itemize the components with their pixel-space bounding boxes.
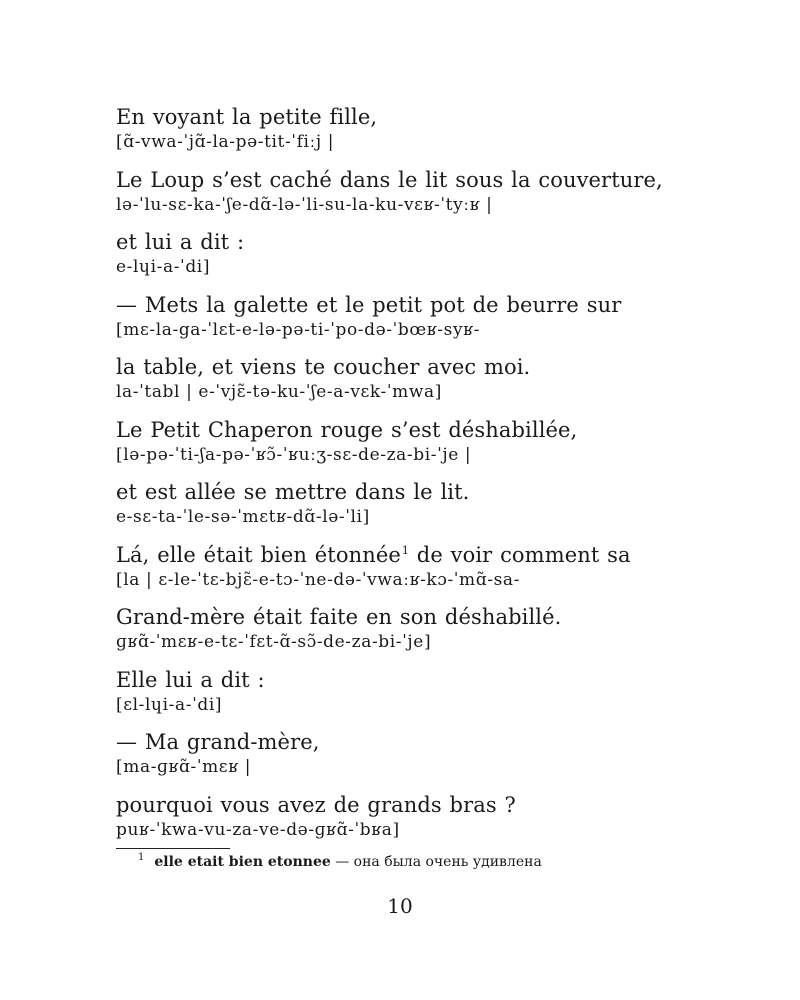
verse-block-2	[116, 165, 716, 215]
verse-block-11	[116, 727, 716, 777]
french-line: et est allée se mettre dans le lit.	[116, 480, 470, 504]
transcription-line: [ɑ̃-vwa-ˈjɑ̃-la-pə-tit-ˈfiːj |	[116, 132, 335, 152]
transcription-line: la-ˈtabl | e-ˈvjɛ̃-tə-ku-ˈʃe-a-vɛk-ˈmwa]	[116, 382, 442, 402]
footnote-term: elle etait bien etonnee	[154, 854, 331, 870]
french-line	[116, 540, 716, 570]
verse-block-6	[116, 415, 716, 465]
french-line: la table, et viens te coucher avec moi.	[116, 355, 531, 379]
verse-block-7	[116, 477, 716, 527]
verse-block-3	[116, 227, 716, 277]
transcription-line: [la | ɛ-le-ˈtɛ-bjɛ̃-e-tɔ-ˈne-də-ˈvwaːʁ-kɔ-ˈmɑ̃-sa-	[116, 569, 521, 590]
footnote	[138, 853, 542, 871]
french-line: Le Loup s’est caché dans le lit sous la couverture,	[116, 167, 663, 192]
french-line: Elle lui a dit :	[116, 667, 265, 692]
footnote-divider	[116, 848, 230, 849]
transcription-line: [ma-ɡʁɑ̃-ˈmɛʁ |	[116, 757, 252, 777]
transcription-line: [lə-pə-ˈti-ʃa-pə-ˈʁɔ̃-ˈʁuːʒ-sɛ-de-za-bi-ˈje |	[116, 444, 472, 465]
footnote-translation: — она была очень удивлена	[330, 854, 542, 870]
french-line-start: Lá, elle était bien étonnée	[116, 542, 401, 567]
transcription-line: lə-ˈlu-sɛ-ka-ˈʃe-dɑ̃-lə-ˈli-su-la-ku-vɛʁ-ˈtyːʁ |	[116, 194, 493, 215]
french-line: — Ma grand-mère,	[116, 730, 320, 754]
french-line: et lui a dit :	[116, 230, 245, 254]
verse-block-10	[116, 665, 716, 715]
french-line: pourquoi vous avez de grands bras ?	[116, 792, 516, 817]
verse-block-1	[116, 102, 716, 152]
transcription-line: puʁ-ˈkwa-vu-za-ve-də-ɡʁɑ̃-ˈbʁa]	[116, 819, 400, 840]
verse-block-4	[116, 290, 716, 340]
french-line: En voyant la petite fille,	[116, 105, 378, 129]
verse-block-12	[116, 790, 716, 840]
french-line: Le Petit Chaperon rouge s’est déshabillée,	[116, 417, 578, 442]
footnote-reference[interactable]: 1	[401, 543, 410, 557]
verse-block-8	[116, 540, 716, 590]
text-body	[116, 102, 716, 852]
french-line: Grand-mère était faite en son déshabillé.	[116, 605, 562, 629]
transcription-line: [mɛ-la-ga-ˈlɛt-e-lə-pə-ti-ˈpo-də-ˈbœʁ-syʁ-	[116, 319, 480, 340]
verse-block-5	[116, 352, 716, 402]
verse-block-9	[116, 602, 716, 652]
transcription-line: e-sɛ-ta-ˈle-sə-ˈmɛtʁ-dɑ̃-lə-ˈli]	[116, 507, 370, 527]
transcription-line: [ɛl-lɥi-a-ˈdi]	[116, 694, 223, 715]
footnote-marker: 1	[138, 852, 145, 864]
transcription-line: ɡʁɑ̃-ˈmɛʁ-e-tɛ-ˈfɛt-ɑ̃-sɔ̃-de-za-bi-ˈje]	[116, 632, 432, 652]
transcription-line: e-lɥi-a-ˈdi]	[116, 257, 211, 277]
page-number: 10	[387, 894, 413, 918]
french-line-end: de voir comment sa	[409, 542, 631, 567]
french-line: — Mets la galette et le petit pot de beurre sur	[116, 292, 622, 317]
